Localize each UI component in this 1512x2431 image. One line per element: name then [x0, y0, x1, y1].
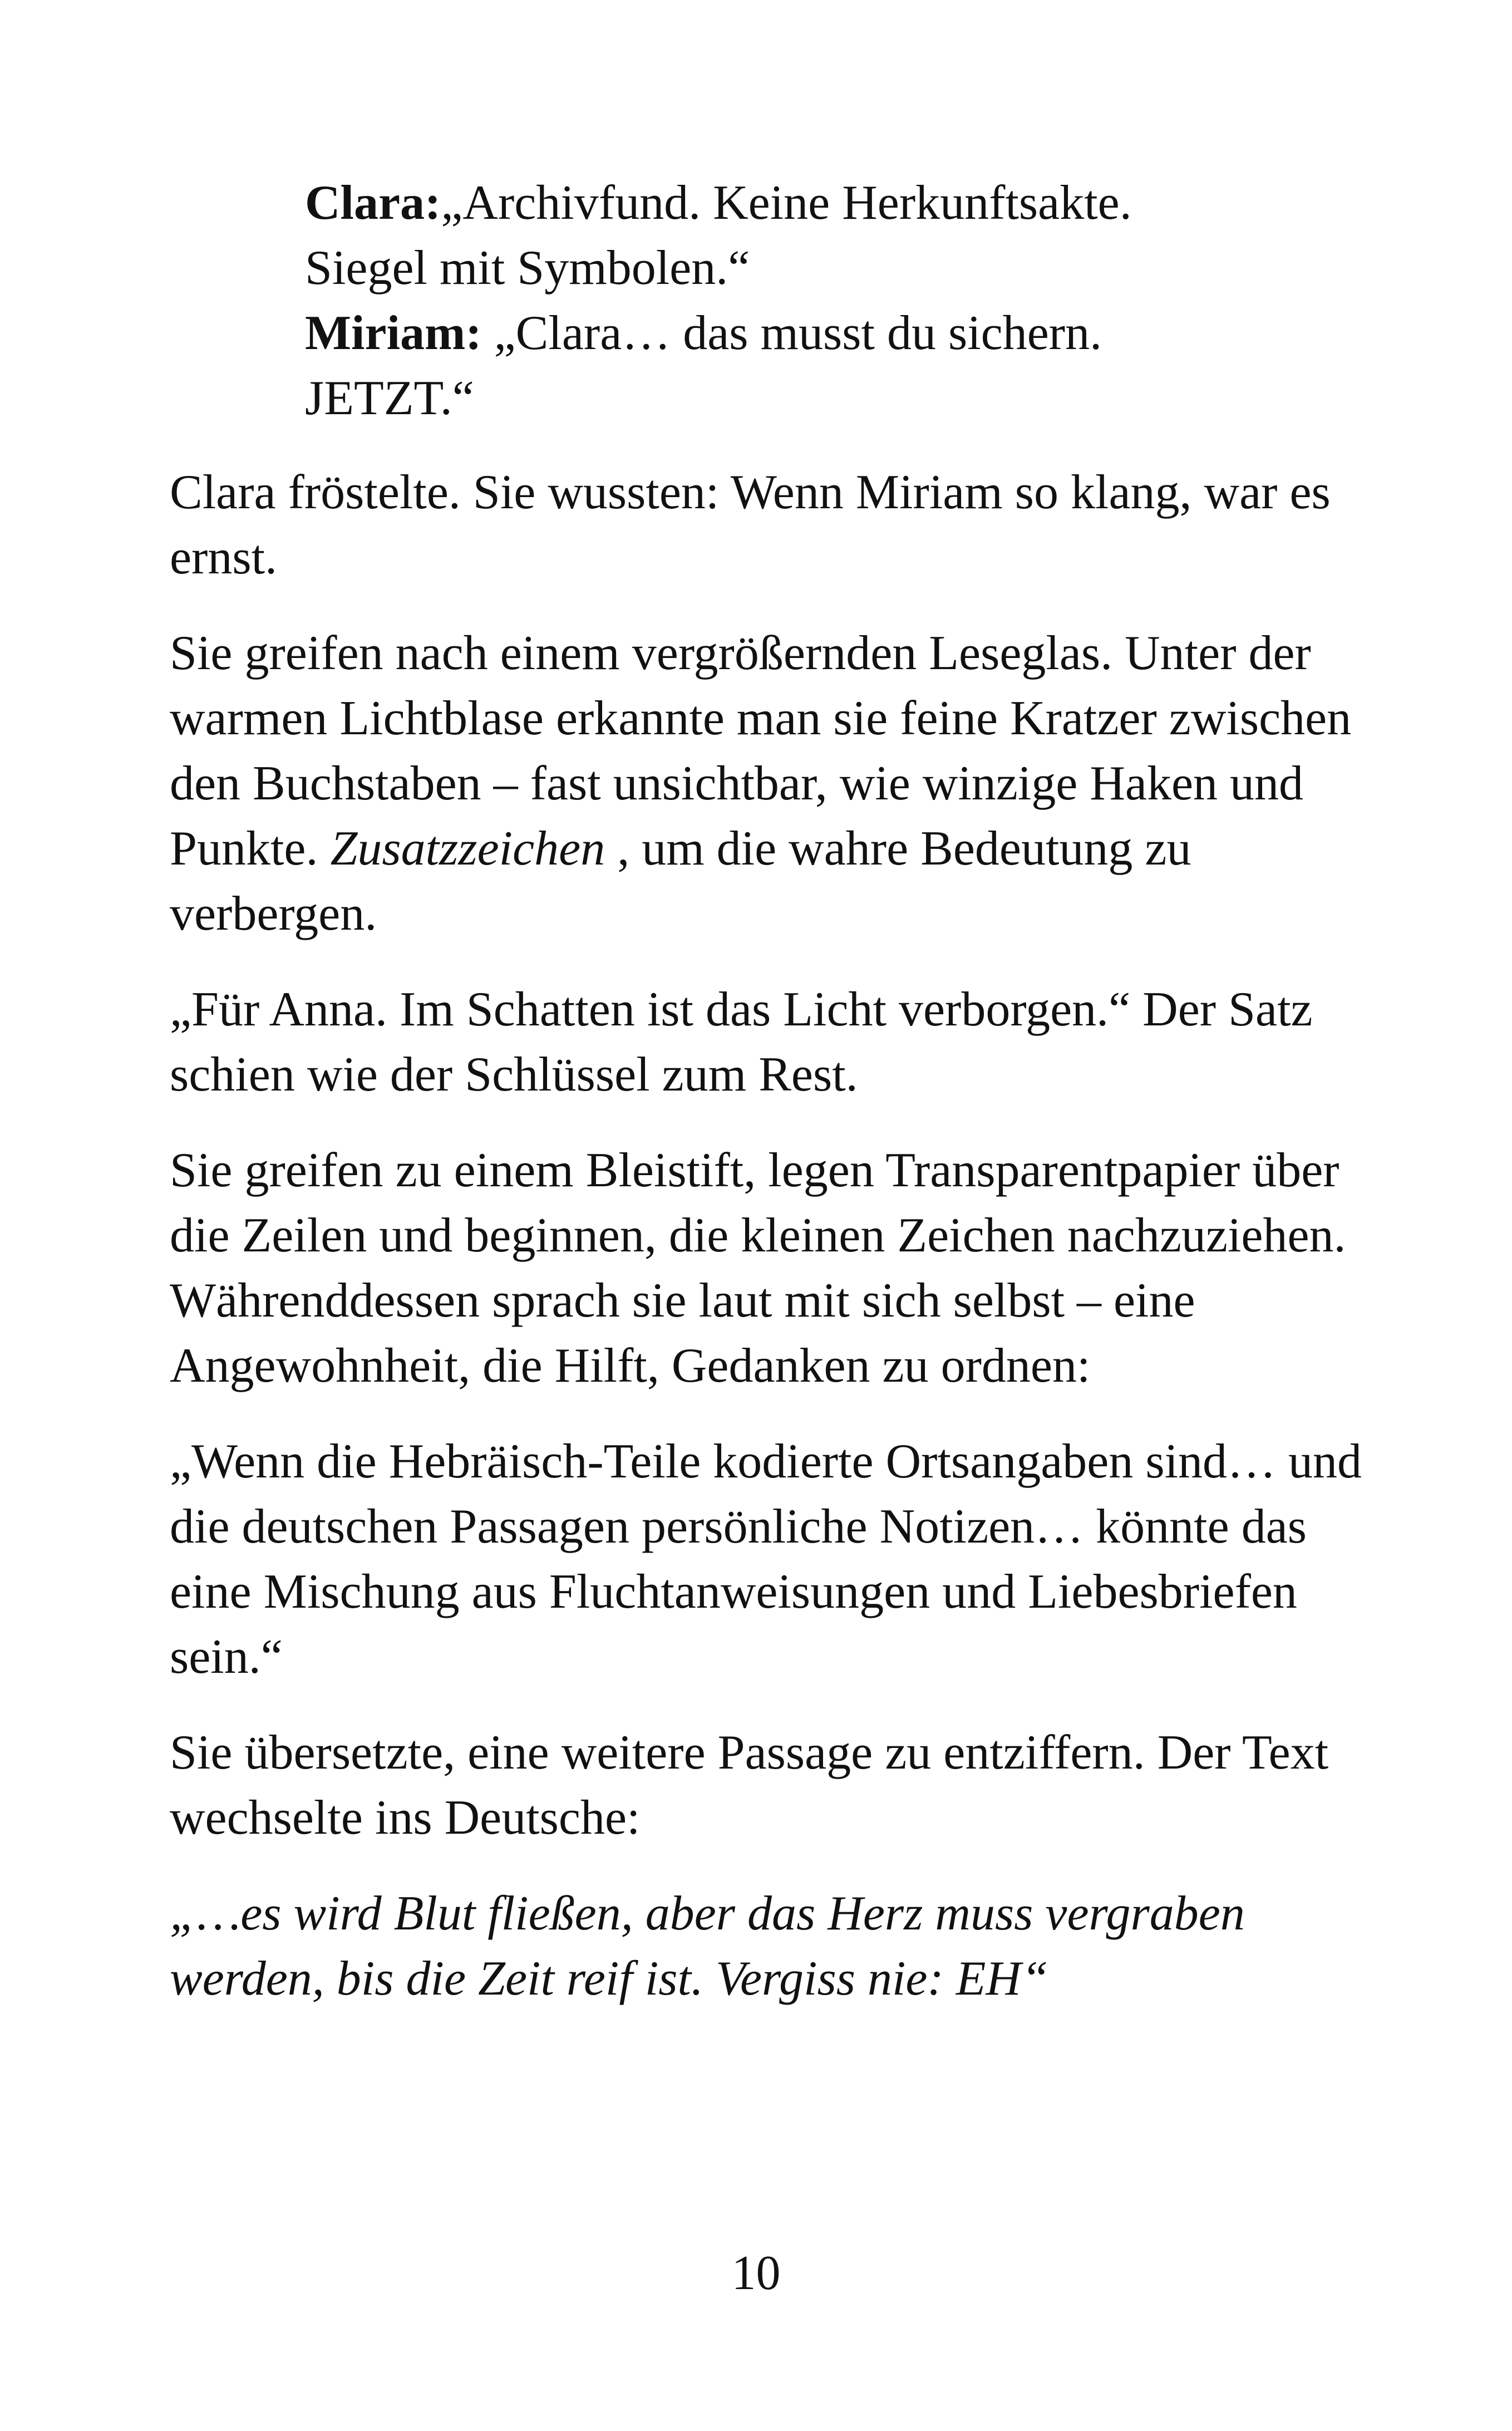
body-text: [170, 460, 1372, 2042]
paragraph-6: Sie übersetzte, eine weitere Passage zu entziffern. Der Text wechselte ins Deutsche:: [170, 1726, 1329, 1845]
message-miriam: „Clara… das musst du sichern. JETZT.“: [305, 306, 1102, 425]
paragraph-2: [170, 621, 1372, 946]
chat-excerpt: [305, 170, 1251, 431]
paragraph-3: „Für Anna. Im Schatten ist das Licht verborgen.“ Der Satz schien wie der Schlüssel zum Rest.: [170, 983, 1313, 1102]
paragraph-1: Clara fröstelte. Sie wussten: Wenn Miriam so klang, war es ernst.: [170, 465, 1331, 585]
chat-line-clara: [305, 170, 1251, 301]
message-clara: „Archivfund. Keine Herkunftsakte. Siegel mit Symbolen.“: [305, 176, 1132, 295]
paragraph-2-emphasis: Zusatzzeichen: [330, 822, 605, 876]
paragraph-7-quote: „…es wird Blut fließen, aber das Herz muss vergraben werden, bis die Zeit reif ist. Vergiss nie: EH“: [170, 1887, 1245, 2006]
paragraph-2-text-a: Sie greifen nach einem vergrößernden Leseglas. Unter der warmen Lichtblase erkannte man sie feine Kratzer zwischen den Buchstaben – fast unsichtbar, wie winzige Haken und Punkte.: [170, 626, 1352, 876]
paragraph-4: Sie greifen zu einem Bleistift, legen Transparentpapier über die Zeilen und beginnen, die kleinen Zeichen nachzuziehen. Währenddessen sprach sie laut mit sich selbst – eine Angewohnheit, die Hilft, Gedanken zu ordnen:: [170, 1143, 1346, 1393]
speaker-clara: Clara:: [305, 176, 441, 230]
page-number: 10: [731, 2246, 781, 2300]
speaker-miriam: Miriam:: [305, 306, 482, 360]
paragraph-2-text-b: , um die wahre Bedeutung zu verbergen.: [170, 822, 1191, 941]
paragraph-5: „Wenn die Hebräisch-Teile kodierte Ortsangaben sind… und die deutschen Passagen persönliche Notizen… könnte das eine Mischung aus Fluchtanweisungen und Liebesbriefen sein.“: [170, 1435, 1362, 1684]
chat-line-miriam: [305, 301, 1251, 431]
